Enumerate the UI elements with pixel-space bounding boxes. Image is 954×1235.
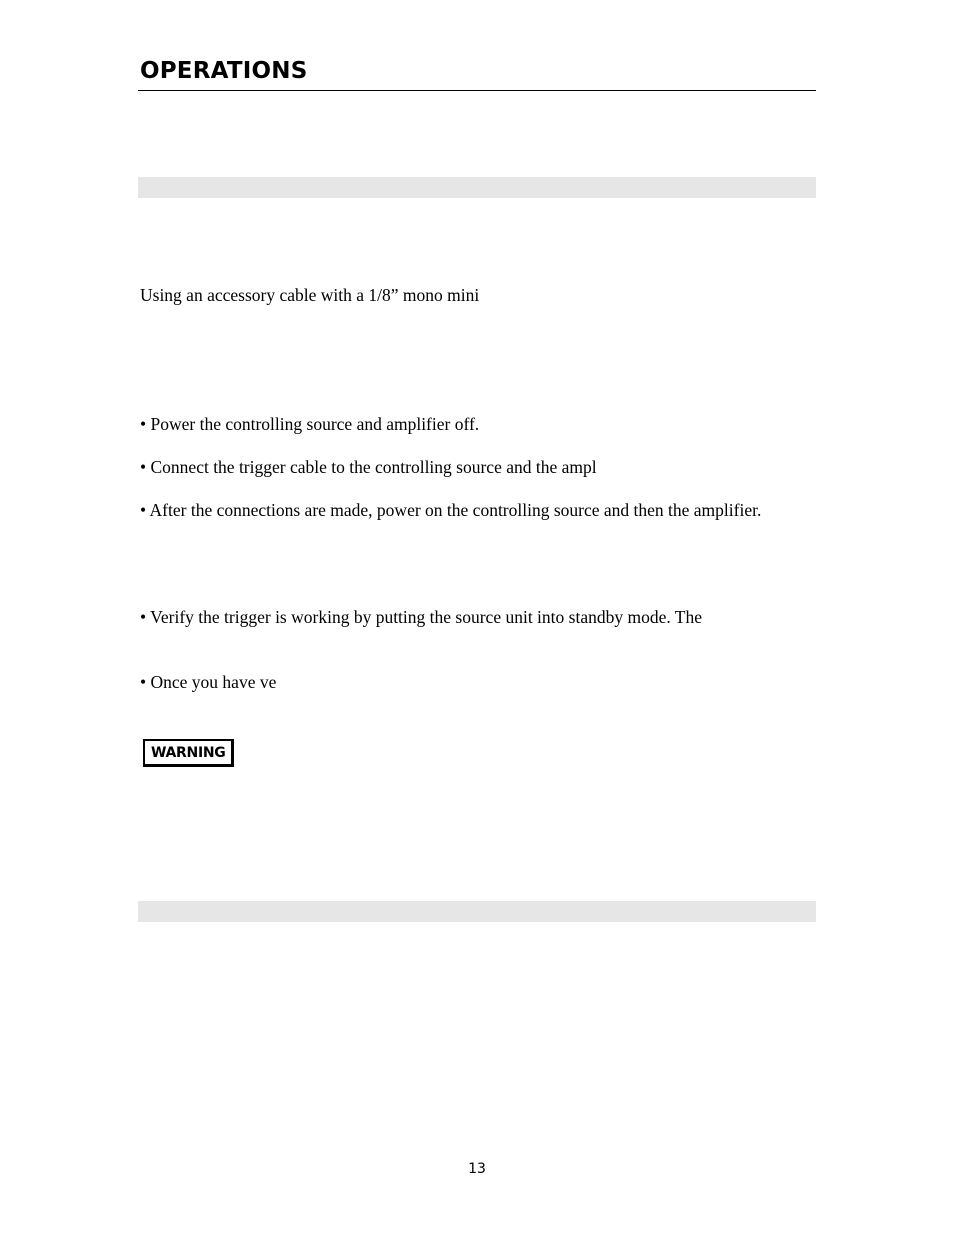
warning-badge: WARNING [143,739,234,767]
bullet-verify-trigger: • Verify the trigger is working by putting the source unit into standby mode. The [140,607,702,627]
bullet-power-off: • Power the controlling source and amplifier off. [140,414,480,434]
page-number: 13 [468,1161,486,1177]
bullet-once-verified: • Once you have ve [140,672,277,692]
section-title: OPERATIONS [140,58,308,84]
intro-paragraph: Using an accessory cable with a 1/8” mono mini [140,285,480,305]
bullet-connect-cable: • Connect the trigger cable to the controlling source and the ampl [140,457,597,477]
section-band-top [138,177,816,198]
section-band-bottom [138,901,816,922]
title-underline [138,90,816,91]
bullet-power-on: • After the connections are made, power on the controlling source and then the amplifier. [140,500,762,520]
